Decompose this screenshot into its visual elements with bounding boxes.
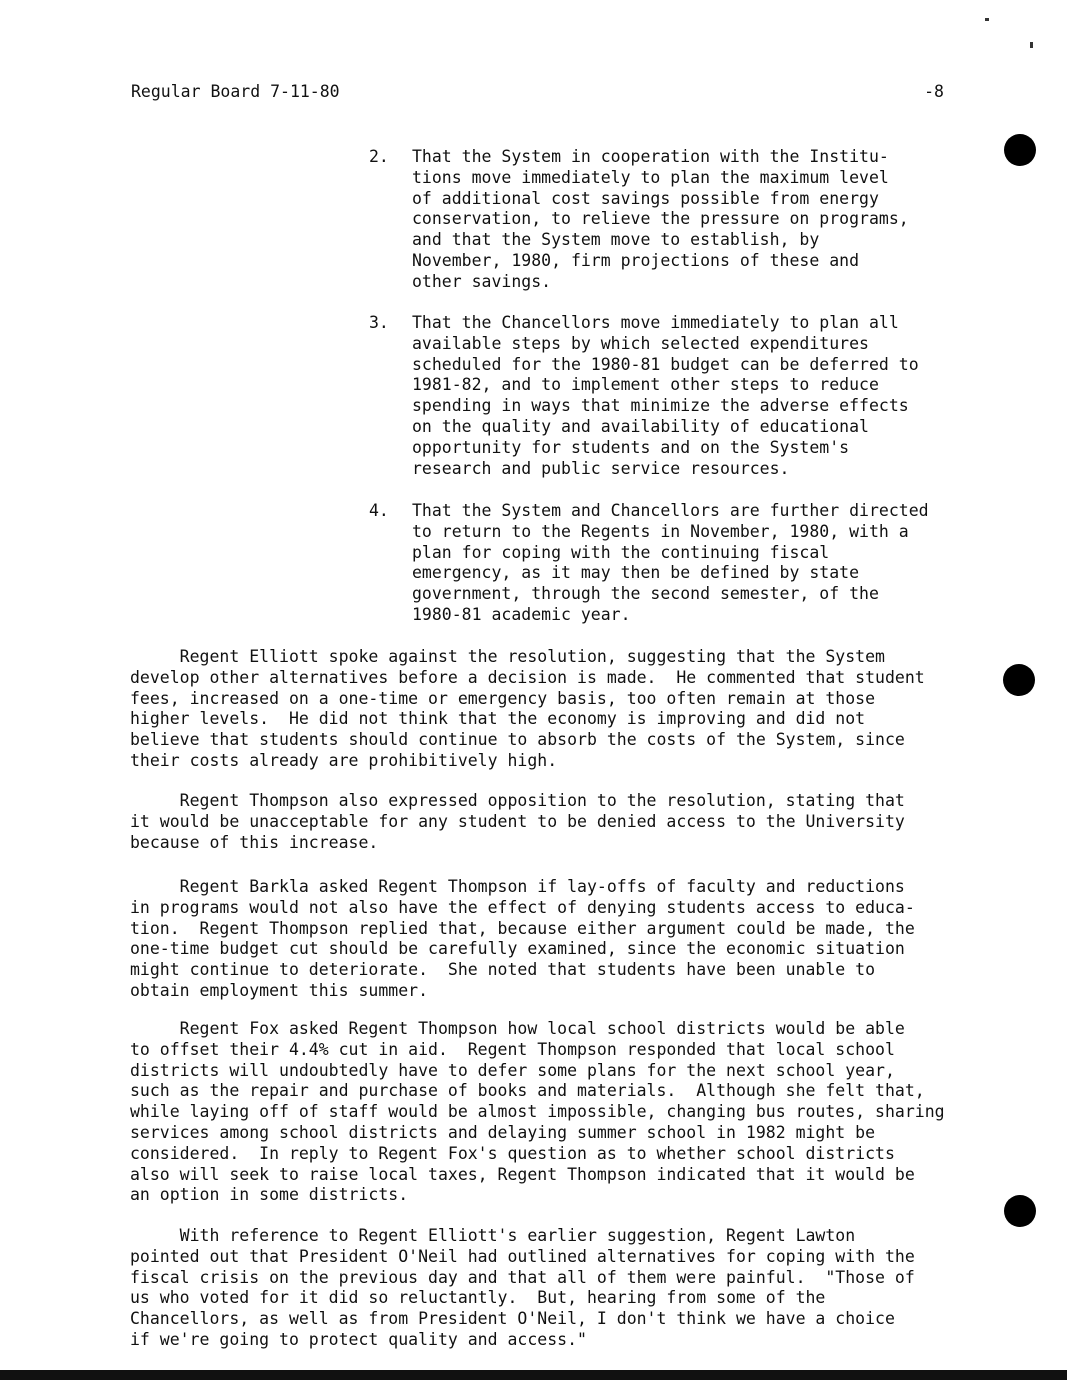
scan-speck	[985, 18, 989, 21]
punch-hole-top	[1004, 134, 1036, 166]
paragraph-text: Regent Elliott spoke against the resolution, suggesting that the System develop other alternatives before a decision is made. He commented that student fees, increased on a one-time or emergency basis, too often remain at those higher levels. He did not think that the economy is improving and did not believe that students should continue to absorb the costs of the System, since their costs already are prohibitively high.	[130, 647, 925, 770]
paragraph-fox	[130, 1019, 1000, 1206]
paragraph-thompson	[130, 791, 1000, 853]
scan-speck	[1030, 42, 1033, 48]
scan-edge	[0, 1370, 1067, 1380]
header-title: Regular Board 7-11-80	[131, 82, 340, 101]
paragraph-text: Regent Barkla asked Regent Thompson if lay-offs of faculty and reductions in programs would not also have the effect of denying students access to educa- tion. Regent Thompson replied that, because either argument could be made, the one-time budget cut should be carefully examined, since the economic situation might continue to deteriorate. She noted that students have been unable to obtain employment this summer.	[130, 877, 915, 1000]
punch-hole-middle	[1003, 664, 1035, 696]
paragraph-text: Regent Fox asked Regent Thompson how local school districts would be able to offset their 4.4% cut in aid. Regent Thompson responded that local school districts will undoubtedly have to defer some plans for the next school year, such as the repair and purchase of books and materials. Although she felt that, while laying off of staff would be almost impossible, changing bus routes, sharing services among school districts and delaying summer school in 1982 might be considered. In reply to Regent Fox's question as to whether school districts also will seek to raise local taxes, Regent Thompson indicated that it would be an option in some districts.	[130, 1019, 945, 1205]
item-text: That the Chancellors move immediately to plan all available steps by which selected expenditures scheduled for the 1980-81 budget can be deferred to 1981-82, and to implement other steps to reduce spending in ways that minimize the adverse effects on the quality and availability of educational opportunity for students and on the System's research and public service resources.	[412, 313, 919, 478]
item-number: 2.	[369, 147, 389, 166]
paragraph-elliott	[130, 647, 1000, 772]
paragraph-text: Regent Thompson also expressed opposition to the resolution, stating that it would be unacceptable for any student to be denied access to the University because of this increase.	[130, 791, 905, 852]
paragraph-text: With reference to Regent Elliott's earlier suggestion, Regent Lawton pointed out that President O'Neil had outlined alternatives for coping with the fiscal crisis on the previous day and that all of them were painful. "Those of us who voted for it did so reluctantly. But, hearing from some of the Chancellors, as well as from President O'Neil, I don't think we have a choice if we're going to protect quality and access."	[130, 1226, 915, 1349]
item-text: That the System in cooperation with the Institu- tions move immediately to plan the maximum level of additional cost savings possible from energy conservation, to relieve the pressure on programs, and that the System move to establish, by November, 1980, firm projections of these and other savings.	[412, 147, 909, 291]
item-number: 4.	[369, 501, 389, 520]
page-number: -8	[924, 82, 944, 101]
paragraph-lawton	[130, 1226, 1000, 1351]
page-header	[131, 82, 944, 104]
item-text: That the System and Chancellors are further directed to return to the Regents in November, 1980, with a plan for coping with the continuing fiscal emergency, as it may then be defined by state government, through the second semester, of the 1980-81 academic year.	[412, 501, 929, 624]
punch-hole-bottom	[1004, 1195, 1036, 1227]
item-number: 3.	[369, 313, 389, 332]
paragraph-barkla	[130, 877, 1000, 1002]
